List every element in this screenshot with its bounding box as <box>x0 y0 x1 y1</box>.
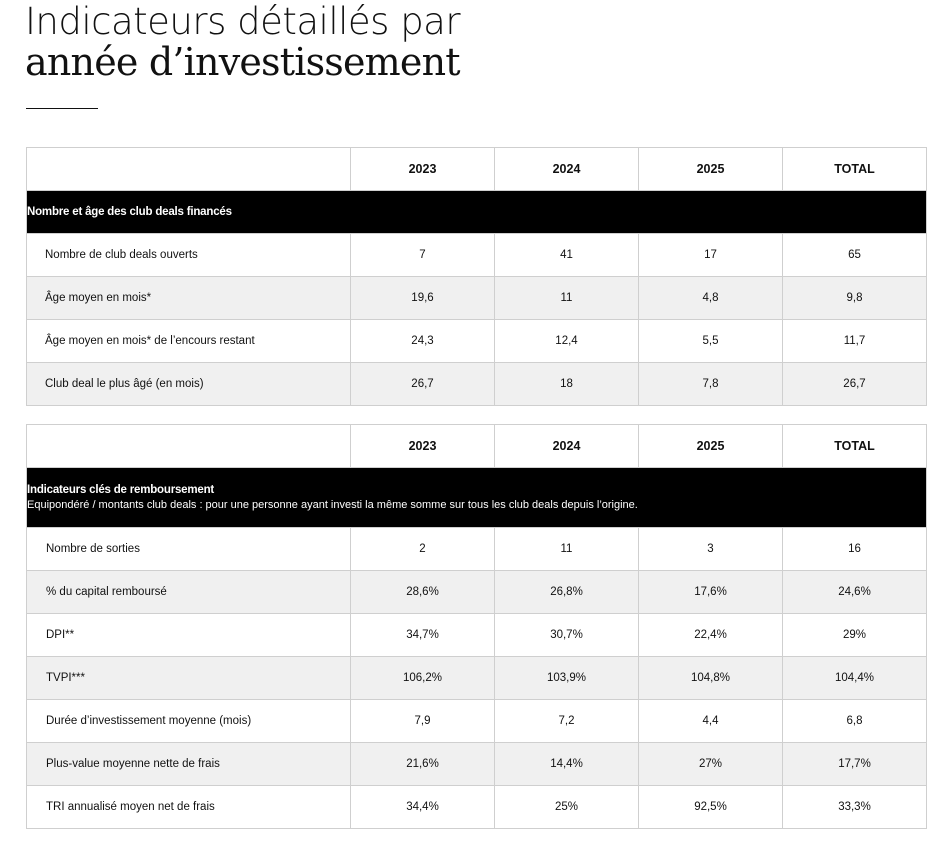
section-header <box>27 191 927 234</box>
cell-value: 26,7 <box>351 363 495 406</box>
cell-value: 5,5 <box>639 320 783 363</box>
page-title-line-2: année d’investissement <box>25 40 460 84</box>
row-label: TRI annualisé moyen net de frais <box>27 786 351 829</box>
cell-value: 7,2 <box>495 700 639 743</box>
cell-value: 33,3% <box>783 786 927 829</box>
table-row <box>27 363 927 406</box>
cell-value: 14,4% <box>495 743 639 786</box>
table-row <box>27 528 927 571</box>
row-label: Club deal le plus âgé (en mois) <box>27 363 351 406</box>
column-header-2024: 2024 <box>495 148 639 191</box>
cell-value: 17,7% <box>783 743 927 786</box>
cell-value: 11 <box>495 277 639 320</box>
cell-value: 11 <box>495 528 639 571</box>
cell-value: 103,9% <box>495 657 639 700</box>
column-header-2025: 2025 <box>639 148 783 191</box>
table-header-row <box>27 148 927 191</box>
cell-value: 104,4% <box>783 657 927 700</box>
cell-value: 7,9 <box>351 700 495 743</box>
cell-value: 30,7% <box>495 614 639 657</box>
cell-value: 104,8% <box>639 657 783 700</box>
column-header-2025: 2025 <box>639 425 783 468</box>
section-header-row <box>27 468 927 528</box>
table-row <box>27 320 927 363</box>
row-label: Âge moyen en mois* <box>27 277 351 320</box>
cell-value: 3 <box>639 528 783 571</box>
table-header-corner <box>27 425 351 468</box>
cell-value: 106,2% <box>351 657 495 700</box>
cell-value: 34,7% <box>351 614 495 657</box>
section-subtitle: Equipondéré / montants club deals : pour une personne ayant investi la même somme sur tous les club deals depuis l’origine. <box>27 499 638 511</box>
table-header-corner <box>27 148 351 191</box>
row-label: Âge moyen en mois* de l’encours restant <box>27 320 351 363</box>
table-row <box>27 277 927 320</box>
row-label: TVPI*** <box>27 657 351 700</box>
table-header-row <box>27 425 927 468</box>
cell-value: 7,8 <box>639 363 783 406</box>
column-header-2023: 2023 <box>351 148 495 191</box>
row-label: Plus-value moyenne nette de frais <box>27 743 351 786</box>
cell-value: 24,6% <box>783 571 927 614</box>
cell-value: 28,6% <box>351 571 495 614</box>
cell-value: 16 <box>783 528 927 571</box>
column-header-2023: 2023 <box>351 425 495 468</box>
repayment-indicators-table <box>26 424 927 829</box>
cell-value: 4,8 <box>639 277 783 320</box>
cell-value: 29% <box>783 614 927 657</box>
table-row <box>27 234 927 277</box>
club-deals-age-table <box>26 147 927 406</box>
cell-value: 19,6 <box>351 277 495 320</box>
cell-value: 26,8% <box>495 571 639 614</box>
page-title <box>25 2 460 82</box>
cell-value: 25% <box>495 786 639 829</box>
page-title-line-1: Indicateurs détaillés par <box>25 0 461 43</box>
cell-value: 2 <box>351 528 495 571</box>
cell-value: 22,4% <box>639 614 783 657</box>
cell-value: 34,4% <box>351 786 495 829</box>
section-header-row <box>27 191 927 234</box>
title-underline <box>26 108 98 109</box>
column-header-2024: 2024 <box>495 425 639 468</box>
cell-value: 41 <box>495 234 639 277</box>
row-label: Durée d’investissement moyenne (mois) <box>27 700 351 743</box>
row-label: DPI** <box>27 614 351 657</box>
cell-value: 27% <box>639 743 783 786</box>
cell-value: 92,5% <box>639 786 783 829</box>
row-label: Nombre de club deals ouverts <box>27 234 351 277</box>
cell-value: 6,8 <box>783 700 927 743</box>
cell-value: 18 <box>495 363 639 406</box>
column-header-total: TOTAL <box>783 425 927 468</box>
table-row <box>27 614 927 657</box>
section-title: Nombre et âge des club deals financés <box>27 206 232 218</box>
cell-value: 11,7 <box>783 320 927 363</box>
cell-value: 17 <box>639 234 783 277</box>
cell-value: 65 <box>783 234 927 277</box>
column-header-total: TOTAL <box>783 148 927 191</box>
cell-value: 12,4 <box>495 320 639 363</box>
cell-value: 21,6% <box>351 743 495 786</box>
section-title: Indicateurs clés de remboursement <box>27 484 215 496</box>
table-row <box>27 700 927 743</box>
row-label: Nombre de sorties <box>27 528 351 571</box>
cell-value: 17,6% <box>639 571 783 614</box>
cell-value: 24,3 <box>351 320 495 363</box>
row-label: % du capital remboursé <box>27 571 351 614</box>
table-row <box>27 743 927 786</box>
cell-value: 7 <box>351 234 495 277</box>
cell-value: 26,7 <box>783 363 927 406</box>
table-row <box>27 786 927 829</box>
section-header <box>27 468 927 528</box>
table-row <box>27 657 927 700</box>
cell-value: 4,4 <box>639 700 783 743</box>
table-row <box>27 571 927 614</box>
cell-value: 9,8 <box>783 277 927 320</box>
